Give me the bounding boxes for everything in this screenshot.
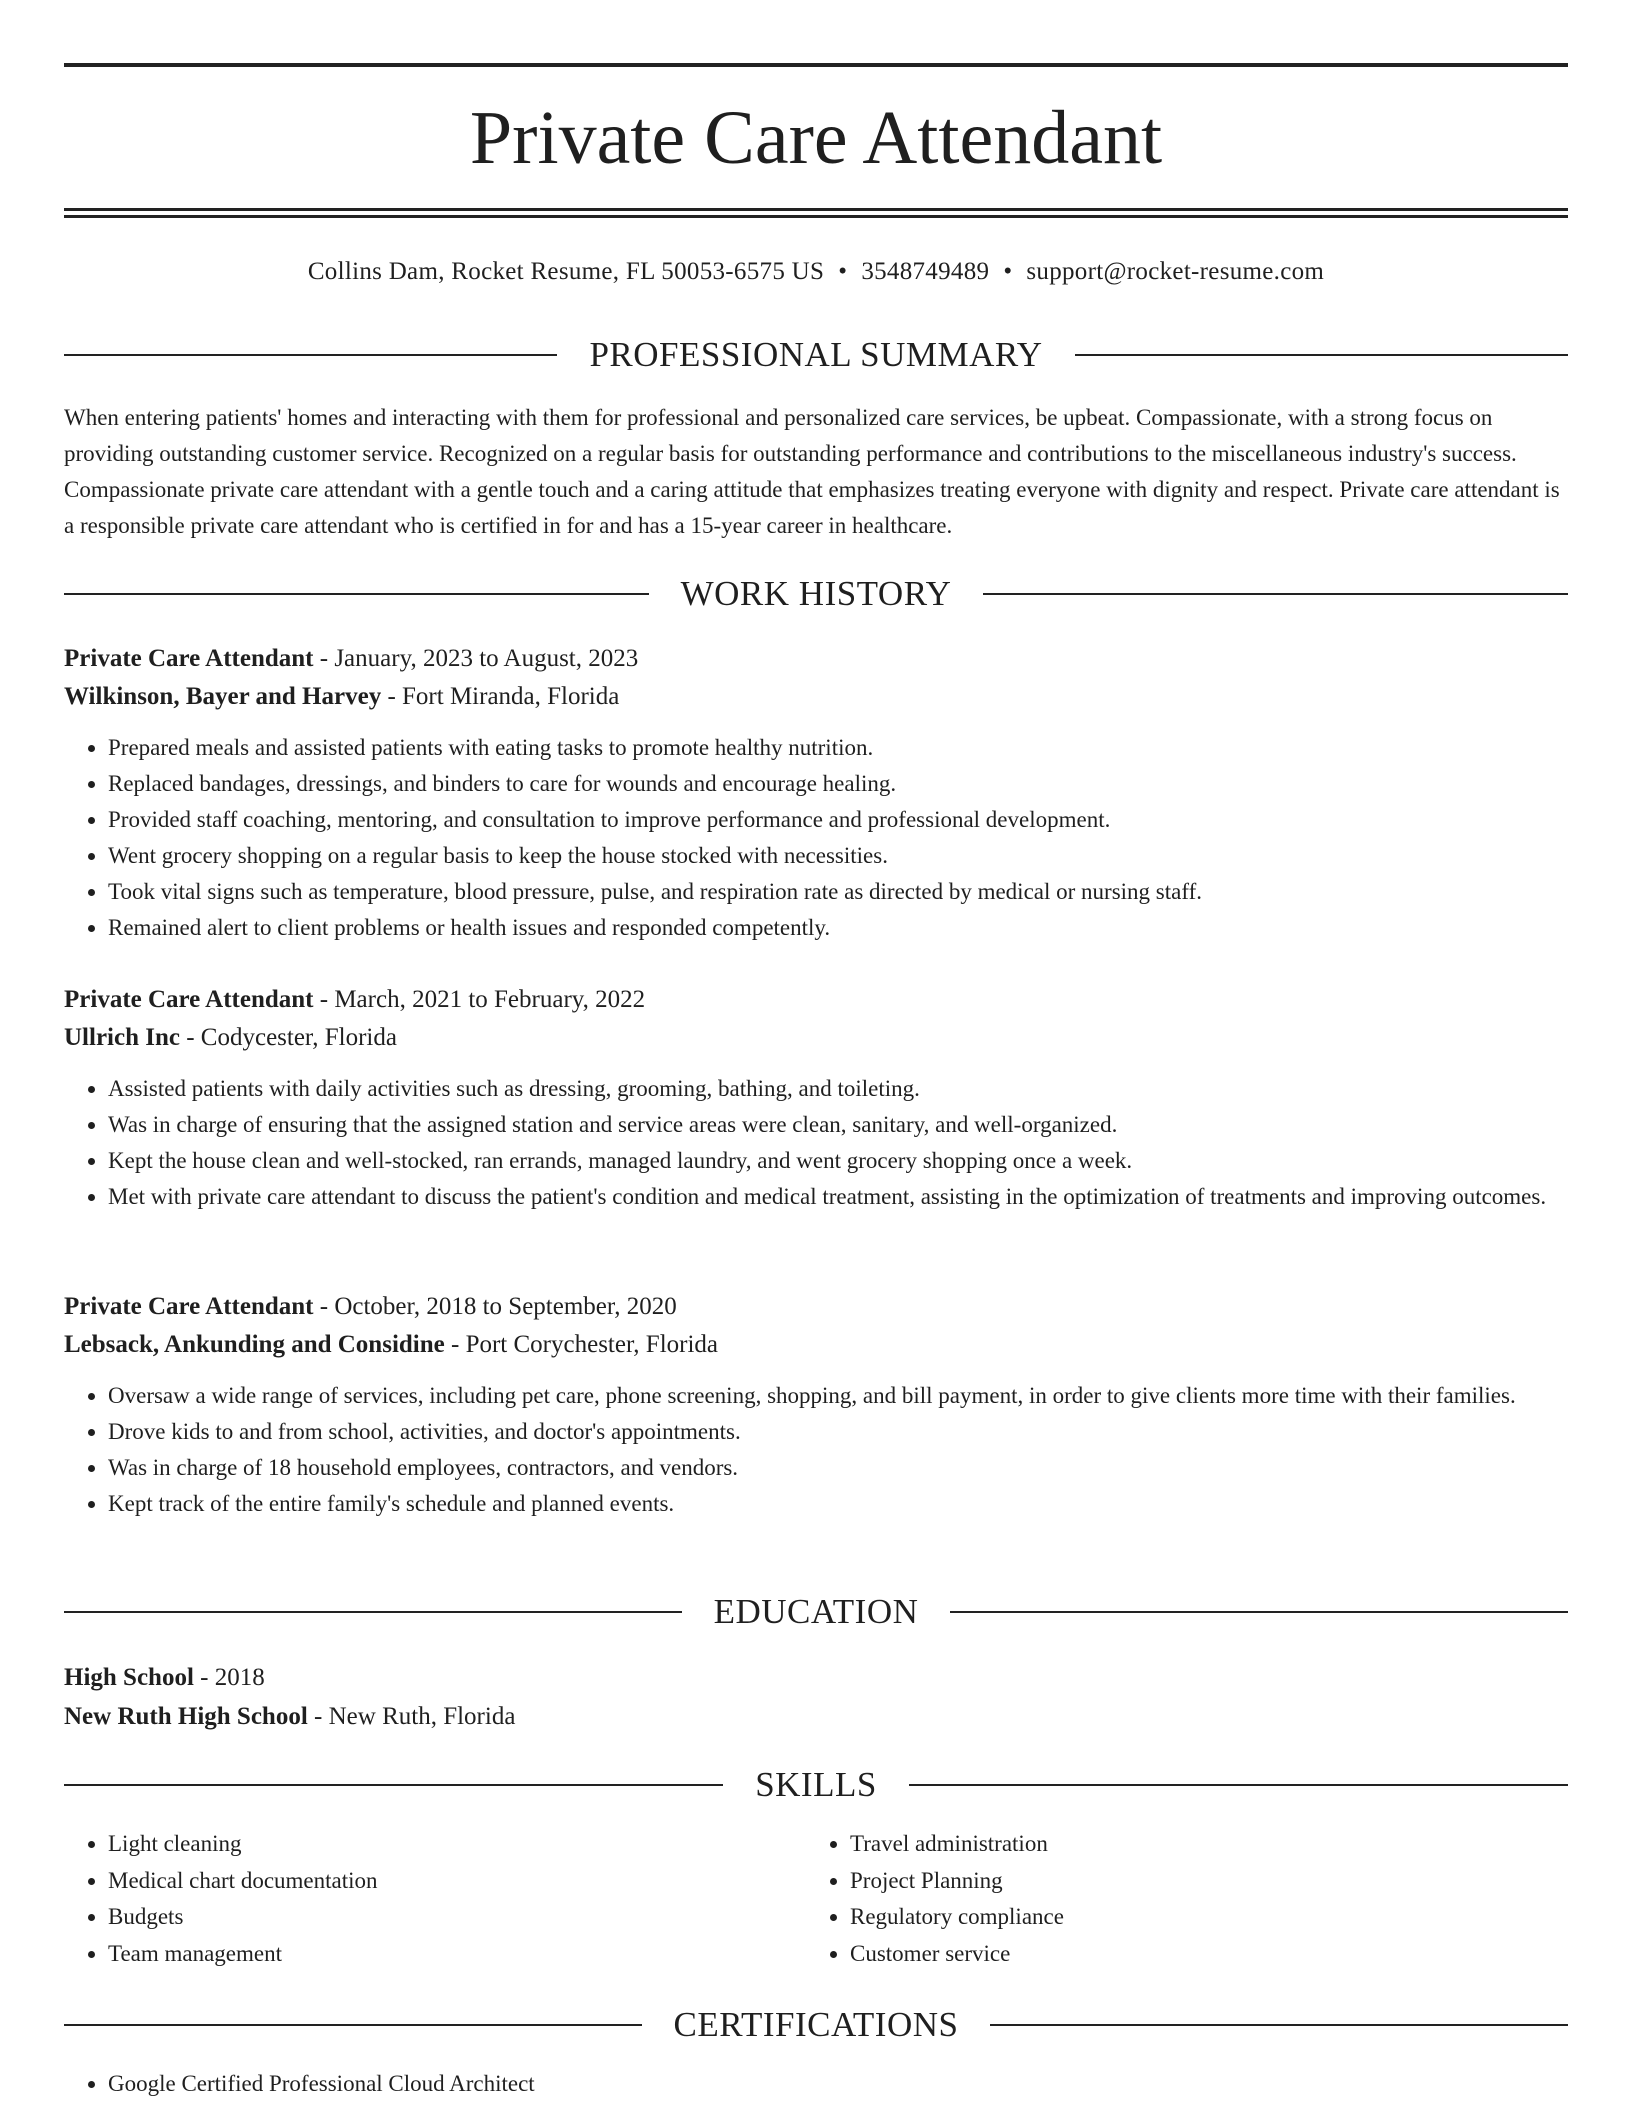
summary-text: When entering patients' homes and interacting with them for professional and personalized care services, be upbeat. Compassionate, with a strong focus on providing outstanding customer service. Recognized on a regular basis for outstanding performance and contributions to the miscellaneous industry's success. Compassionate private care attendant with a gentle touch and a caring attitude that emphasizes treating everyone with dignity and respect. Private care attendant is a responsible private care attendant who is certified in for and has a 15-year career in healthcare. [64, 405, 1560, 538]
job-bullet: • Was in charge of 18 household employees, contractors, and vendors. [108, 1450, 1568, 1486]
education-location: - New Ruth, Florida [307, 1703, 516, 1730]
job-location: - Fort Miranda, Florida [381, 683, 620, 710]
education-entry [64, 1658, 1568, 1736]
job-bullet: • Assisted patients with daily activities such as dressing, grooming, bathing, and toileting. [108, 1071, 1568, 1107]
skill-item: • Medical chart documentation [108, 1863, 806, 1900]
job-bullets [64, 730, 1568, 946]
section-rule [983, 593, 1568, 595]
job-dates: - October, 2018 to September, 2020 [313, 1293, 677, 1320]
job-bullet: • Oversaw a wide range of services, including pet care, phone screening, shopping, and bill payment, in order to give clients more time with their families. [108, 1378, 1568, 1414]
education-school: New Ruth High School [64, 1703, 308, 1730]
skills-section-header [64, 1763, 1568, 1807]
skill-item: • Regulatory compliance [850, 1899, 1568, 1936]
job-bullets [64, 1071, 1568, 1215]
certifications-section-header [64, 2003, 1568, 2047]
section-rule [990, 2024, 1568, 2026]
education-degree: High School [64, 1664, 194, 1691]
job-company: Ullrich Inc [64, 1024, 180, 1051]
job-bullet: • Kept track of the entire family's schedule and planned events. [108, 1486, 1568, 1522]
section-rule [64, 2024, 642, 2026]
job-dates: - January, 2023 to August, 2023 [313, 645, 639, 672]
job-bullet: • Remained alert to client problems or health issues and responded competently. [108, 910, 1568, 946]
work-section-header [64, 572, 1568, 616]
skills-section-title: SKILLS [755, 1765, 877, 1804]
job-bullet: • Kept the house clean and well-stocked, ran errands, managed laundry, and went grocery shopping once a week. [108, 1143, 1568, 1179]
job-entry [64, 640, 1568, 946]
section-rule [1075, 354, 1568, 356]
section-rule [64, 354, 557, 356]
skill-item: • Budgets [108, 1899, 806, 1936]
skills-column-left [64, 1826, 806, 1972]
job-entry [64, 1288, 1568, 1522]
job-entry [64, 981, 1568, 1215]
contact-address: Collins Dam, Rocket Resume, FL 50053-6575 US [307, 258, 825, 285]
summary-section-header [64, 333, 1568, 377]
job-title-line [64, 640, 1568, 678]
resume-title: Private Care Attendant [469, 96, 1163, 180]
job-bullet: • Went grocery shopping on a regular basis to keep the house stocked with necessities. [108, 838, 1568, 874]
job-bullet: • Took vital signs such as temperature, blood pressure, pulse, and respiration rate as directed by medical or nursing staff. [108, 874, 1568, 910]
job-dates: - March, 2021 to February, 2022 [313, 986, 646, 1013]
section-rule [64, 593, 649, 595]
job-title-line [64, 981, 1568, 1019]
top-rule [64, 63, 1568, 67]
education-degree-line [64, 1658, 1568, 1697]
education-school-line [64, 1697, 1568, 1736]
contact-separator: • [1003, 258, 1013, 285]
job-title-line [64, 1288, 1568, 1326]
job-title: Private Care Attendant [64, 645, 314, 672]
job-location: - Codycester, Florida [179, 1024, 397, 1051]
job-company-line [64, 1019, 1568, 1057]
summary-section-title: PROFESSIONAL SUMMARY [589, 335, 1043, 374]
section-rule [909, 1784, 1568, 1786]
skills-column-right [806, 1826, 1568, 1972]
job-location: - Port Corychester, Florida [444, 1331, 719, 1358]
skill-item: • Light cleaning [108, 1826, 806, 1863]
skill-item: • Team management [108, 1936, 806, 1973]
work-section-title: WORK HISTORY [680, 574, 952, 613]
skill-item: • Travel administration [850, 1826, 1568, 1863]
education-year: - 2018 [193, 1664, 265, 1691]
job-company: Wilkinson, Bayer and Harvey [64, 683, 382, 710]
job-title: Private Care Attendant [64, 1293, 314, 1320]
job-bullet: • Was in charge of ensuring that the assigned station and service areas were clean, sanitary, and well-organized. [108, 1107, 1568, 1143]
contact-phone: 3548749489 [861, 258, 990, 285]
contact-email: support@rocket-resume.com [1026, 258, 1325, 285]
skill-item: • Project Planning [850, 1863, 1568, 1900]
job-company-line [64, 678, 1568, 716]
job-bullet: • Met with private care attendant to discuss the patient's condition and medical treatment, assisting in the optimization of treatments and improving outcomes. [108, 1179, 1568, 1215]
title-double-rule [64, 208, 1568, 218]
certifications-items [64, 2066, 1568, 2102]
job-bullet: • Drove kids to and from school, activities, and doctor's appointments. [108, 1414, 1568, 1450]
certifications-list [64, 2066, 1568, 2102]
job-bullet: • Provided staff coaching, mentoring, and consultation to improve performance and professional development. [108, 802, 1568, 838]
job-company-line [64, 1326, 1568, 1364]
contact-separator: • [838, 258, 848, 285]
job-bullet: • Replaced bandages, dressings, and binders to care for wounds and encourage healing. [108, 766, 1568, 802]
job-company: Lebsack, Ankunding and Considine [64, 1331, 445, 1358]
education-section-header [64, 1590, 1568, 1634]
certifications-section-title: CERTIFICATIONS [673, 2005, 959, 2044]
skills-list [64, 1826, 1568, 1972]
education-section-title: EDUCATION [713, 1592, 919, 1631]
section-rule [64, 1611, 682, 1613]
certification-item: • Google Certified Professional Cloud Architect [108, 2066, 1568, 2102]
section-rule [64, 1784, 723, 1786]
contact-line [64, 254, 1568, 290]
job-title: Private Care Attendant [64, 986, 314, 1013]
section-rule [950, 1611, 1568, 1613]
skill-item: • Customer service [850, 1936, 1568, 1973]
job-bullets [64, 1378, 1568, 1522]
job-bullet: • Prepared meals and assisted patients with eating tasks to promote healthy nutrition. [108, 730, 1568, 766]
